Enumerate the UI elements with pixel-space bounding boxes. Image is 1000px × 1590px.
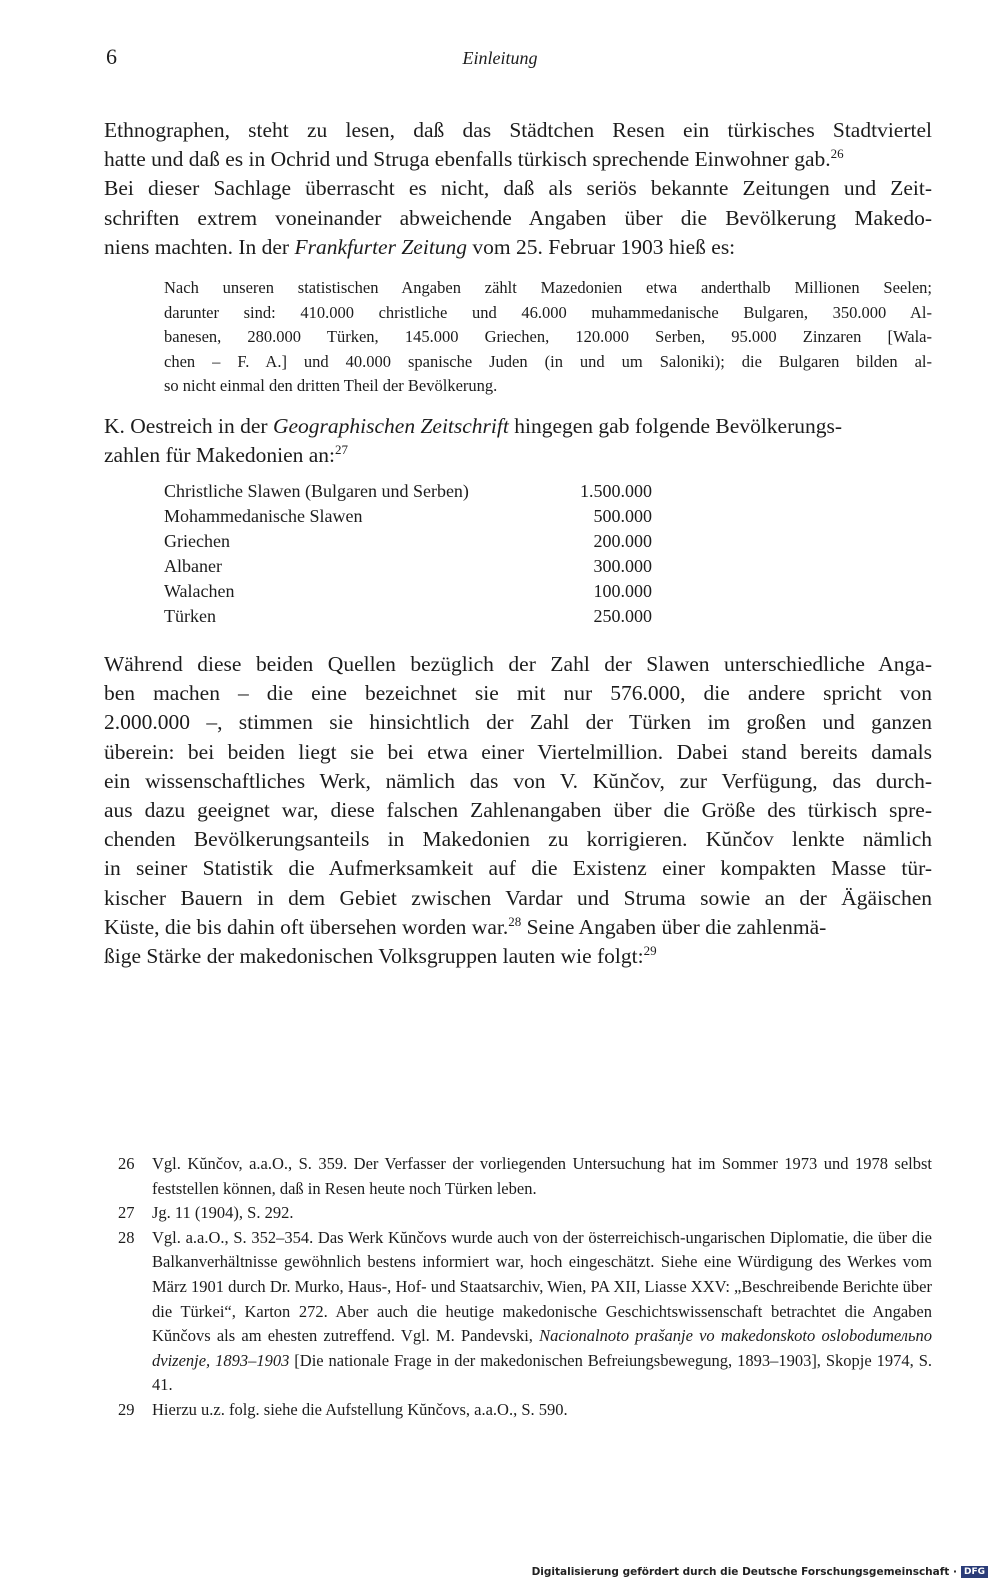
population-group: Türken	[164, 606, 216, 626]
paragraph-oestreich	[104, 412, 932, 470]
population-group: Christliche Slawen (Bulgaren und Serben)	[164, 481, 469, 501]
running-title: Einleitung	[462, 48, 538, 68]
quote-line: darunter sind: 410.000 christliche und 46.000 muhammedanische Bulgaren, 350.000 Al-	[164, 302, 932, 322]
funding-note: Digitalisierung gefördert durch die Deutsche Forschungsgemeinschaft ·	[531, 1566, 957, 1578]
text-segment: hingegen gab folgende Bevölkerungs-	[508, 414, 843, 438]
footnote-text	[152, 1226, 932, 1398]
cited-work-title: Nacionalnoto prašanje vo makedonskoto oslobodительno dvizenje, 1893–1903	[152, 1326, 932, 1370]
text-line: überein: bei beiden liegt sie bei etwa einer Viertelmillion. Dabei stand bereits damals	[104, 739, 932, 764]
text-line-content: ßige Stärke der makedonischen Volksgruppen lauten wie folgt:	[104, 944, 644, 969]
text-segment: niens machten. In der	[104, 234, 295, 259]
text-line: ein wissenschaftliches Werk, nämlich das von V. Kŭnčov, zur Verfügung, das durch-	[104, 768, 932, 793]
text-segment: Küste, die bis dahin oft übersehen worden war.	[104, 914, 509, 939]
footnote-number: 28	[118, 1227, 135, 1247]
footnote-number: 29	[118, 1399, 135, 1419]
text-line: Ethnographen, steht zu lesen, daß das Städtchen Resen ein türkisches Stadtviertel	[104, 118, 932, 142]
table-row	[164, 556, 664, 581]
text-line: 2.000.000 –, stimmen sie hinsichtlich der Zahl der Türken im großen und ganzen	[104, 710, 932, 735]
quote-line: so nicht einmal den dritten Theil der Bevölkerung.	[164, 376, 498, 396]
population-group: Griechen	[164, 531, 230, 551]
population-count: 100.000	[593, 581, 652, 601]
text-line: kischer Bauern in dem Gebiet zwischen Vardar und Struma sowie an der Ägäischen	[104, 885, 932, 910]
population-count: 1.500.000	[580, 481, 652, 501]
footnote-text: Vgl. Kŭnčov, a.a.O., S. 359. Der Verfasser der vorliegenden Untersuchung hat im Sommer 1973 und 1978 selbst feststellen können, daß in Resen heute noch Türken leben.	[152, 1154, 932, 1198]
text-line: schriften extrem voneinander abweichende Angaben über die Bevölkerung Makedo-	[104, 205, 932, 230]
footnote-segment: Vgl. a.a.O., S. 352–354. Das Werk Kŭnčovs wurde auch von der österreichisch-ungarischen Diplomatie, die über die Balkanverhältnisse gewöhnlich bestens informiert war, hoch eingeschätzt. Siehe eine Würdigung des Werkes vom März 1901 durch Dr. Murko, Haus-, Hof- und Staatsarchiv, Wien, PA XII, Liasse XXV: „Beschreibende Berichte über die Türkei“, Karton 272. Aber auch die heutige makedonische Geschichtswissenschaft betrachtet die Angaben Kŭnčovs als am ehesten zutreffend. Vgl. M. Pandevski,	[152, 1227, 932, 1346]
block-quote	[164, 276, 932, 399]
text-segment: vom 25. Februar 1903 hieß es:	[467, 234, 736, 259]
text-line	[104, 233, 932, 262]
digitization-footer	[532, 1566, 988, 1578]
footnote-ref: 29	[643, 942, 657, 958]
table-row	[164, 606, 664, 631]
population-group: Mohammedanische Slawen	[164, 506, 363, 526]
text-line	[104, 441, 932, 470]
quote-line: chen – F. A.] und 40.000 spanische Juden (in und um Saloniki); die Bulgaren bilden al-	[164, 351, 932, 371]
footnote-number: 26	[118, 1154, 135, 1173]
table-row	[164, 531, 664, 556]
page-number: 6	[106, 44, 117, 69]
population-group: Walachen	[164, 581, 235, 601]
population-table	[164, 481, 664, 631]
footnote-26	[118, 1152, 932, 1201]
population-count: 500.000	[593, 506, 652, 526]
footnote-text: Hierzu u.z. folg. siehe die Aufstellung Kŭnčovs, a.a.O., S. 590.	[152, 1399, 568, 1419]
text-line	[104, 942, 932, 971]
text-line: chenden Bevölkerungsanteils in Makedonien zu korrigieren. Kŭnčov lenkte nämlich	[104, 827, 932, 852]
quote-line: Nach unseren statistischen Angaben zählt Mazedonien etwa anderthalb Millionen Seelen;	[164, 278, 932, 297]
paragraph-intro	[104, 116, 932, 262]
footnote-27	[118, 1201, 932, 1226]
text-line: Während diese beiden Quellen bezüglich der Zahl der Slawen unterschiedliche Anga-	[104, 652, 932, 676]
text-segment: K. Oestreich in der	[104, 414, 273, 438]
journal-title: Geographischen Zeitschrift	[272, 414, 509, 438]
text-segment: Seine Angaben über die zahlenmä-	[521, 914, 827, 939]
footnote-ref: 26	[830, 146, 844, 162]
population-group: Albaner	[164, 556, 222, 576]
quote-line: banesen, 280.000 Türken, 145.000 Griechen, 120.000 Serben, 95.000 Zinzaren [Wala-	[164, 327, 932, 347]
text-line-content: zahlen für Makedonien an:	[104, 443, 336, 468]
population-count: 250.000	[593, 606, 652, 626]
footnote-text: Jg. 11 (1904), S. 292.	[152, 1203, 294, 1223]
footnotes	[118, 1152, 932, 1423]
population-count: 300.000	[593, 556, 652, 576]
text-line: ben machen – die eine bezeichnet sie mit nur 576.000, die andere spricht von	[104, 681, 932, 706]
paragraph-comparison	[104, 650, 932, 971]
text-line: aus dazu geeignet war, diese falschen Zahlenangaben über die Größe des türkisch spre-	[104, 798, 932, 823]
table-row	[164, 506, 664, 531]
footnote-ref: 28	[508, 913, 522, 929]
text-line	[104, 145, 932, 174]
footnote-ref: 27	[335, 442, 349, 458]
text-line	[104, 412, 932, 441]
newspaper-title: Frankfurter Zeitung	[294, 234, 468, 259]
text-line: in seiner Statistik die Aufmerksamkeit auf die Existenz einer kompakten Masse tür-	[104, 856, 932, 881]
footnote-29	[118, 1398, 932, 1423]
table-row	[164, 581, 664, 606]
footnote-28	[118, 1226, 932, 1398]
table-row	[164, 481, 664, 506]
dfg-logo: DFG	[961, 1566, 988, 1578]
text-line-content: hatte und daß es in Ochrid und Struga ebenfalls türkisch sprechende Einwohner gab.	[104, 147, 831, 172]
text-line: Bei dieser Sachlage überrascht es nicht, daß als seriös bekannte Zeitungen und Zeit-	[104, 176, 932, 201]
population-count: 200.000	[593, 531, 652, 551]
footnote-segment: [Die nationale Frage in der makedonischen Befreiungsbewegung, 1893–1903], Skopje 1974, S. 41.	[152, 1350, 932, 1395]
text-line	[104, 913, 932, 942]
footnote-number: 27	[118, 1203, 135, 1223]
